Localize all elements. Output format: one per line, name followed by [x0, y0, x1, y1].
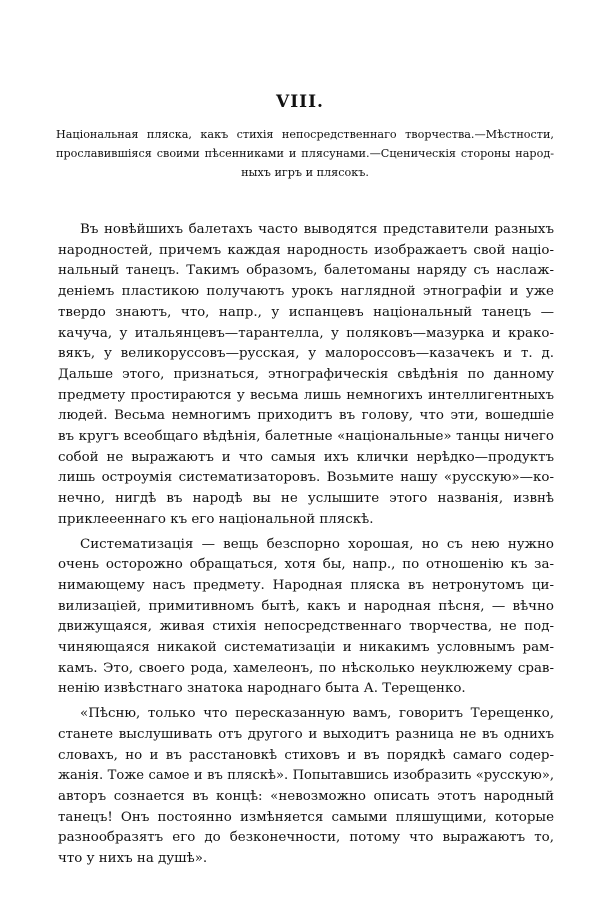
- text-line: предмету простираются у весьма лишь немногихъ интеллигентныхъ: [58, 387, 554, 403]
- chapter-summary: [56, 125, 554, 182]
- text-line: нальный танецъ. Такимъ образомъ, балетоманы наряду съ наслаж-: [58, 263, 554, 279]
- text-line: народностей, причемъ каждая народность изображаетъ свой нацio-: [58, 242, 554, 258]
- text-line: нимающему насъ предмету. Народная пляска въ нетронутомъ ци-: [58, 577, 554, 593]
- text-line: Въ новѣйшихъ балетахъ часто выводятся представители разныхъ: [80, 222, 554, 237]
- text-line: ненію извѣстнаго знатока народнаго быта А. Терещенко.: [58, 681, 466, 697]
- summary-line: прославившіяся своими пѣсенниками и плясунами.—Сценическія стороны народ-: [56, 147, 554, 160]
- text-line: собой не выражаютъ и что самыя ихъ клички нерѣдко—продуктъ: [58, 449, 554, 465]
- paragraph: [58, 535, 554, 701]
- text-line: «Пѣсню, только что пересказанную вамъ, говоритъ Терещенко,: [80, 706, 554, 722]
- text-line: разнообразятъ его до безконечности, потому что выражаютъ то,: [58, 830, 554, 846]
- text-line: танецъ! Онъ постоянно измѣняется самыми пляшущими, которые: [58, 809, 554, 825]
- text-line: Систематизація — вещь безспорно хорошая, но съ нею нужно: [80, 536, 554, 552]
- text-line: твердо знаютъ, что, напр., у испанцевъ національный танецъ —: [58, 304, 554, 320]
- text-line: очень осторожно обращаться, хотя бы, напр., по отношенію къ за-: [58, 557, 554, 573]
- text-line: вилизацiей, примитивномъ бытѣ, какъ и народная пѣсня, — вѣчно: [58, 598, 554, 614]
- text-line: движущаяся, живая стихія непосредственнаго творчества, не под-: [58, 619, 554, 635]
- text-line: приклеееннаго къ его національной пляскѣ.: [58, 511, 374, 527]
- text-line: жанія. Тоже самое и въ пляскѣ». Попытавшись изобразить «русскую»,: [58, 768, 554, 784]
- text-line: деніемъ пластикою получаютъ урокъ наглядной этнографіи и уже: [58, 284, 554, 300]
- text-line: камъ. Это, своего рода, хамелеонъ, по нѣсколько неуклюжему срав-: [58, 660, 554, 676]
- text-line: качуча, у итальянцевъ—тарантелла, у поляковъ—мазурка и крако-: [58, 325, 554, 341]
- text-line: станете выслушивать отъ другого и выходитъ разница не въ однихъ: [58, 726, 554, 742]
- text-line: чиняющаяся никакой систематизаціи и никакимъ условнымъ рам-: [58, 640, 554, 656]
- text-line: авторъ сознается въ концѣ: «невозможно описать этотъ народный: [58, 788, 554, 804]
- chapter-number: VIII.: [276, 92, 324, 112]
- paragraph: [58, 704, 554, 870]
- text-line: людей. Весьма немногимъ приходитъ въ голову, что эти, вошедшіе: [58, 408, 554, 424]
- text-line: вякъ, у великоруссовъ—русская, у малороссовъ—казачекъ и т. д.: [58, 346, 554, 362]
- paragraph: [58, 220, 554, 531]
- body-text: [58, 220, 554, 874]
- text-line: въ кругъ всеобщаго вѣдѣнія, балетные «національные» танцы ничего: [58, 429, 554, 445]
- text-line: нечно, нигдѣ въ народѣ вы не услышите этого названія, извнѣ: [58, 491, 554, 507]
- text-line: словахъ, но и въ расстановкѣ стиховъ и въ порядкѣ самаго содер-: [58, 747, 554, 763]
- text-line: что у нихъ на душѣ».: [58, 851, 208, 867]
- text-line: лишь остроумія систематизаторовъ. Возьмите нашу «русскую»—ко-: [58, 470, 554, 486]
- text-line: Дальше этого, признаться, этнографическія свѣдѣнія по данному: [58, 366, 554, 382]
- summary-line: ныхъ игръ и плясокъ.: [241, 166, 369, 179]
- summary-line: Національная пляска, какъ стихія непосредственнаго творчества.—Мѣстности,: [56, 128, 554, 141]
